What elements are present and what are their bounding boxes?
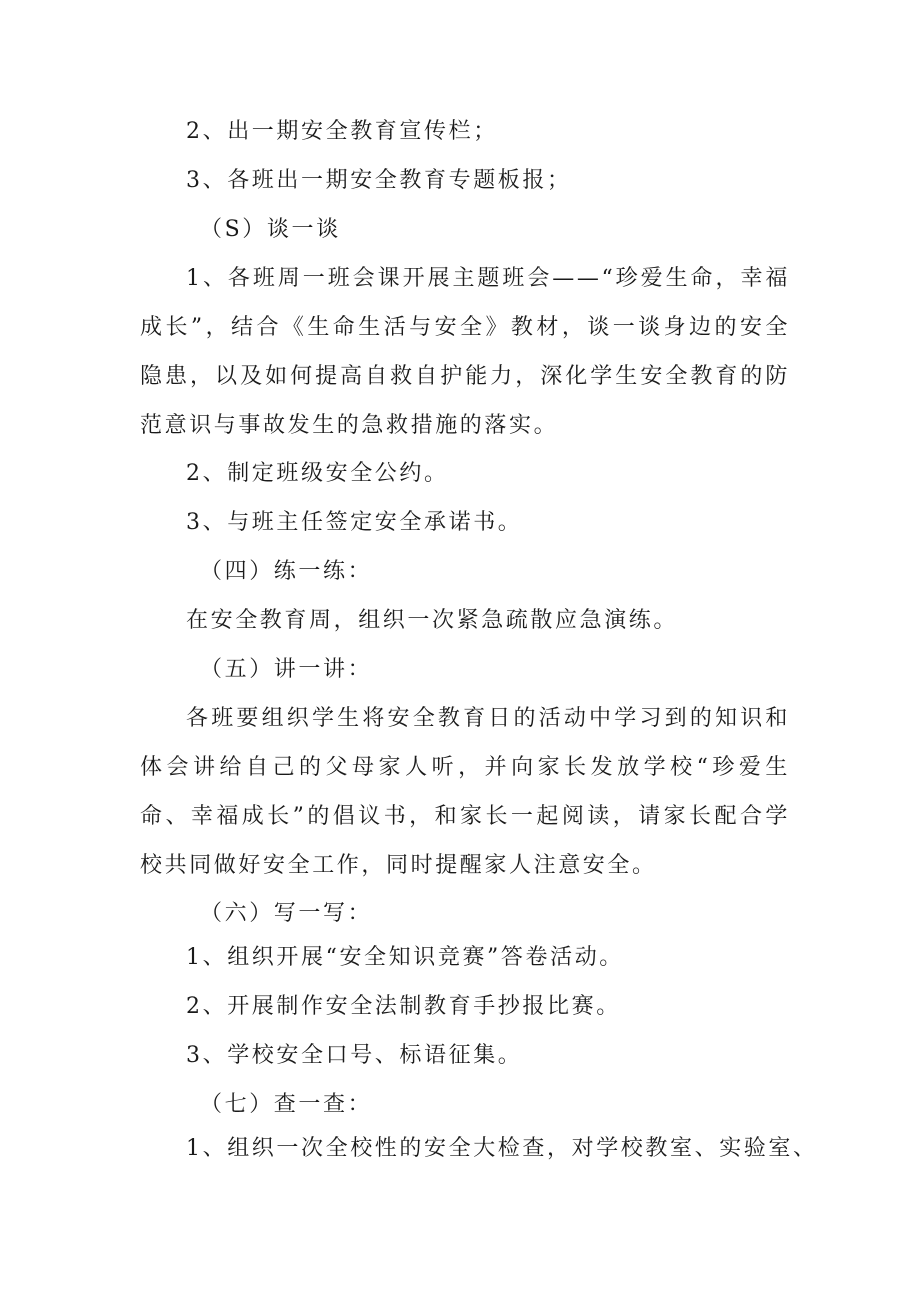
list-item-slogan-collection: 3、学校安全口号、标语征集。 (186, 1043, 523, 1068)
list-item-bulletin: 2、出一期安全教育宣传栏； (186, 119, 498, 144)
list-item-blackboard: 3、各班出一期安全教育专题板报； (186, 168, 572, 193)
list-item-class-convention: 2、制定班级安全公约。 (186, 461, 449, 486)
paragraph-tell-parents: 各班要组织学生将安全教育日的活动中学习到的知识和体会讲给自己的父母家人听，并向家长发放学校“珍爱生命、幸福成长”的倡议书，和家长一起阅读，请家长配合学校共同做好安全工作，同时提醒家人注意安全。 (140, 706, 790, 878)
section-heading-talk: （S）谈一谈 (200, 217, 341, 242)
section-heading-inspect: （七）查一查： (200, 1092, 373, 1117)
section-heading-write: （六）写一写： (200, 901, 373, 926)
section-heading-drill: （四）练一练： (200, 559, 373, 584)
list-item-safety-pledge: 3、与班主任签定安全承诺书。 (186, 510, 523, 535)
list-item-knowledge-contest: 1、组织开展“安全知识竞赛”答卷活动。 (186, 945, 624, 970)
paragraph-evacuation-drill: 在安全教育周，组织一次紧急疏散应急演练。 (186, 608, 679, 633)
paragraph-class-meeting: 1、各班周一班会课开展主题班会——“珍爱生命，幸福成长”，结合《生命生活与安全》教材，谈一谈身边的安全隐患，以及如何提高自救自护能力，深化学生安全教育的防范意识与事故发生的急救措施的落实。 (140, 266, 790, 438)
section-heading-tell: （五）讲一讲： (200, 657, 373, 682)
list-item-handwritten-newspaper: 2、开展制作安全法制教育手抄报比赛。 (186, 994, 621, 1019)
list-item-safety-inspection: 1、组织一次全校性的安全大检查，对学校教室、实验室、 (186, 1136, 818, 1161)
